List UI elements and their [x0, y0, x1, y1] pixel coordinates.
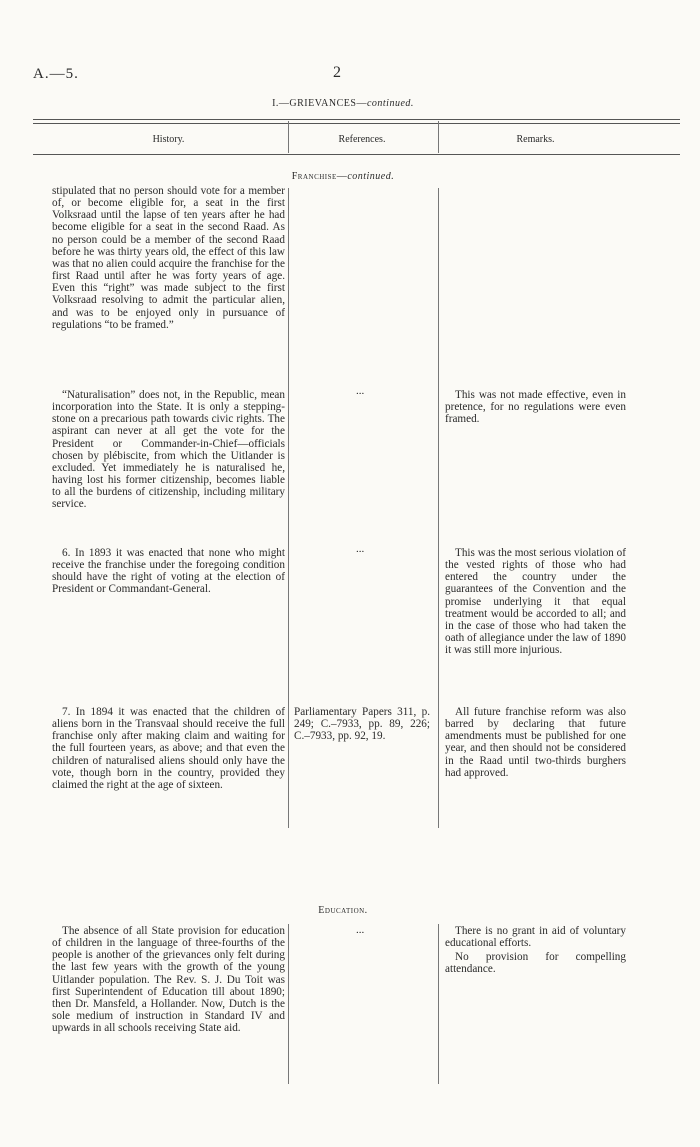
- document-reference-id: A.—5.: [33, 66, 79, 82]
- running-head-title: I.—GRIEVANCES—: [272, 98, 367, 109]
- section-heading-franchise-title: Franchise—: [291, 171, 348, 182]
- reference-ellipsis-2: ...: [356, 543, 365, 555]
- franchise-remark-3: All future franchise reform was also barred by declaring that future amendments must be published for one year, and then should not be considered in the Raad until two-thirds burghers had approved.: [445, 706, 626, 779]
- education-remark-2: No provision for compelling attendance.: [445, 951, 626, 976]
- education-history-paragraph-1: The absence of all State provision for education of children in the language of three-fourths of the people is another of the grievances only felt during the last few years with the growth of the young Uitlander population. The Rev. S. J. Du Toit was first Superintendent of Education till about 1890; then Dr. Mansfeld, a Hollander. Now, Dutch is the sole medium of instruction in Standard IV and upwards in all schools receiving State aid.: [52, 925, 285, 1035]
- franchise-remark-2: This was the most serious violation of the vested rights of those who had entered the country under the guarantees of the Convention and the promise underlying it that equal treatment would be accorded to all; and in the case of those who had taken the oath of allegiance under the law of 1890 it was still more injurious.: [445, 547, 626, 657]
- running-head-continued: continued.: [366, 98, 414, 109]
- column-divider-education-2: [438, 924, 439, 1084]
- column-header-references: References.: [338, 134, 386, 145]
- column-divider-header-2: [438, 121, 439, 153]
- education-remark-1: There is no grant in aid of voluntary educational efforts.: [445, 925, 626, 950]
- column-divider-franchise-2: [438, 188, 439, 828]
- franchise-history-paragraph-1: stipulated that no person should vote for a member of, or become eligible for, a seat in the first Volksraad until the lapse of ten years after he had become eligible for a seat in the second Raad. As no person could be a member of the second Raad before he was thirty years old, the effect of this law was that no alien could acquire the franchise for the first Raad until after he was forty years of age. Even this “right” was made subject to the first Volksraad resolving to admit the particular alien, and was to be enjoyed only in pursuance of regulations “to be framed.”: [52, 185, 285, 331]
- running-head: [0, 98, 686, 109]
- reference-ellipsis-1: ...: [356, 385, 365, 397]
- column-divider-franchise-1: [288, 188, 289, 828]
- column-header-rule: [33, 154, 680, 155]
- education-reference-ellipsis: ...: [356, 924, 365, 936]
- franchise-history-paragraph-3: 6. In 1893 it was enacted that none who might receive the franchise under the foregoing condition should have the right of voting at the election of President or Commandant-General.: [52, 547, 285, 596]
- section-heading-education: Education.: [318, 905, 368, 916]
- section-heading-franchise: [0, 171, 686, 182]
- page-number: 2: [333, 64, 341, 81]
- franchise-reference-paragraph-4: Parliamentary Papers 311, p. 249; C.–7933, pp. 89, 226; C.–7933, pp. 92, 19.: [294, 706, 430, 743]
- table-top-rule: [33, 119, 680, 120]
- franchise-history-paragraph-2: “Naturalisation” does not, in the Republic, mean incorporation into the State. It is only a stepping-stone on a precarious path towards civic rights. The aspirant can never at all get the vote for the President or Commander-in-Chief—officials chosen by plébiscite, from which the Uitlander is excluded. Yet immediately he is naturalised he, having lost his former citizenship, becomes liable to all the burdens of citizenship, including military service.: [52, 389, 285, 511]
- column-header-history: History.: [152, 134, 185, 145]
- franchise-remark-1: This was not made effective, even in pretence, for no regulations were even framed.: [445, 389, 626, 426]
- table-top-rule-inner: [33, 123, 680, 124]
- column-header-remarks: Remarks.: [516, 134, 555, 145]
- section-heading-franchise-continued: continued.: [347, 171, 395, 182]
- franchise-history-paragraph-4: 7. In 1894 it was enacted that the children of aliens born in the Transvaal should receive the full franchise only after making claim and waiting for the full fourteen years, as above; and that even the children of naturalised aliens should only have the vote, though born in the country, provided they claimed the right at the age of sixteen.: [52, 706, 285, 791]
- column-divider-header-1: [288, 121, 289, 153]
- column-divider-education-1: [288, 924, 289, 1084]
